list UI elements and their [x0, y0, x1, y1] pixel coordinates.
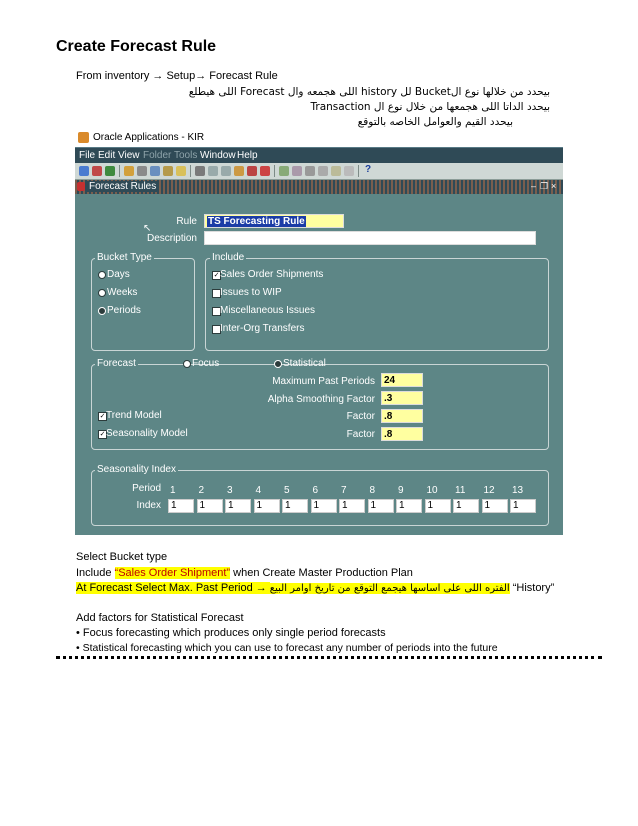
note-bullet-focus: • Focus forecasting which produces only single period forecasts — [76, 627, 386, 639]
index-field[interactable]: 1 — [396, 499, 422, 513]
period-number: 13 — [512, 485, 524, 496]
seasonality-index-group — [91, 470, 549, 526]
note-bullet-statistical: • Statistical forecasting which you can use to forecast any number of periods into the future — [76, 642, 498, 654]
navigation-path: From inventory → Setup→ Forecast Rule — [76, 70, 278, 82]
tools-icon[interactable] — [344, 166, 354, 176]
find-icon[interactable] — [92, 166, 102, 176]
arabic-note-3: بيحدد القيم والعوامل الخاصه بالتوقع — [357, 116, 513, 128]
index-field[interactable]: 1 — [168, 499, 194, 513]
print-icon[interactable] — [137, 166, 147, 176]
index-field[interactable]: 1 — [425, 499, 451, 513]
issues-to-wip-label: Issues to WIP — [220, 287, 282, 298]
menu-folder[interactable]: Folder — [143, 150, 172, 161]
index-field[interactable]: 1 — [197, 499, 223, 513]
form-icon — [77, 182, 85, 191]
form-title: Forecast Rules — [89, 181, 157, 192]
minimize-icon[interactable]: – — [531, 181, 537, 191]
note-add-factors: Add factors for Statistical Forecast — [76, 612, 244, 624]
menu-view[interactable]: View — [118, 150, 140, 161]
mouse-cursor-icon: ↖ — [143, 223, 152, 234]
seasonality-factor-label: Factor — [346, 429, 375, 440]
period-number: 1 — [170, 485, 176, 496]
period-number: 6 — [312, 485, 319, 496]
form-titlebar — [75, 180, 563, 194]
weeks-radio[interactable] — [98, 289, 106, 297]
description-label: Description — [146, 233, 197, 244]
periods-label: Periods — [107, 305, 141, 316]
window-titlebar — [75, 130, 563, 146]
trend-model-label: Trend Model — [106, 410, 162, 421]
note-include-highlight: “Sales Order Shipment” — [114, 567, 231, 579]
statistical-radio[interactable] — [274, 360, 282, 368]
rule-label: Rule — [176, 216, 197, 227]
save-icon[interactable] — [105, 166, 115, 176]
new-record-icon[interactable] — [234, 166, 244, 176]
focus-label: Focus — [192, 358, 220, 369]
sales-order-shipments-checkbox[interactable]: ✓ — [213, 272, 220, 279]
period-number: 2 — [198, 485, 205, 496]
note-include-prefix: Include — [76, 567, 115, 579]
description-field[interactable] — [204, 231, 536, 245]
attach-icon[interactable] — [163, 166, 173, 176]
paste-icon[interactable] — [221, 166, 231, 176]
arabic-note-2: بيحدد الداتا اللى هجمعها من خلال نوع ال Transaction — [310, 101, 550, 113]
translations-icon[interactable] — [305, 166, 315, 176]
trend-factor-field[interactable]: .8 — [381, 409, 423, 423]
miscellaneous-issues-label: Miscellaneous Issues — [220, 305, 316, 316]
maximize-icon[interactable]: ❐ — [540, 181, 549, 191]
toolbar — [75, 163, 563, 180]
menu-help[interactable]: Help — [237, 150, 258, 161]
forecast-rules-form — [75, 180, 563, 535]
close-form-icon[interactable] — [150, 166, 160, 176]
note-include-suffix: when Create Master Production Plan — [230, 567, 413, 579]
menu-tools[interactable]: Tools — [174, 150, 198, 161]
folder-icon[interactable] — [176, 166, 186, 176]
period-number: 7 — [341, 485, 347, 496]
period-number: 10 — [426, 485, 438, 496]
index-field[interactable]: 1 — [225, 499, 251, 513]
index-field[interactable]: 1 — [510, 499, 536, 513]
alpha-smoothing-label: Alpha Smoothing Factor — [267, 394, 375, 405]
index-label: Index — [136, 500, 161, 511]
include-title: Include — [212, 252, 245, 263]
delete-record-icon[interactable] — [247, 166, 257, 176]
note-max-period-arabic: الفتره اللى على اساسها هيجمع التوقع من تاريخ اوامر البيع — [269, 583, 510, 594]
index-field[interactable]: 1 — [368, 499, 394, 513]
note-include — [76, 567, 413, 579]
period-number: 12 — [483, 485, 495, 496]
dotted-divider — [56, 656, 602, 659]
navigator-icon[interactable] — [124, 166, 134, 176]
period-number: 4 — [255, 485, 262, 496]
trend-factor-label: Factor — [346, 411, 375, 422]
seasonality-model-checkbox[interactable]: ✓ — [99, 431, 106, 438]
trend-model-checkbox[interactable]: ✓ — [99, 413, 106, 420]
oracle-logo-icon — [78, 132, 89, 143]
periods-radio[interactable] — [98, 307, 106, 315]
folder-tools-icon[interactable] — [331, 166, 341, 176]
seasonality-factor-field[interactable]: .8 — [381, 427, 423, 441]
statistical-label: Statistical — [283, 358, 326, 369]
period-number: 3 — [227, 485, 233, 496]
note-max-period-highlight: At Forecast Select Max. Past Period → — [76, 582, 270, 594]
menu-edit[interactable]: Edit — [98, 150, 116, 161]
focus-radio[interactable] — [183, 360, 191, 368]
edit-field-icon[interactable] — [279, 166, 289, 176]
period-number: 5 — [284, 485, 290, 496]
note-select-bucket: Select Bucket type — [76, 551, 168, 563]
max-past-periods-field[interactable]: 24 — [381, 373, 423, 387]
alpha-smoothing-field[interactable]: .3 — [381, 391, 423, 405]
index-field[interactable]: 1 — [311, 499, 337, 513]
forecast-title: Forecast — [97, 358, 136, 369]
period-number: 11 — [455, 485, 466, 496]
help-icon[interactable]: ? — [365, 164, 372, 175]
oracle-window — [75, 130, 563, 535]
index-field[interactable]: 1 — [453, 499, 479, 513]
period-label: Period — [132, 483, 161, 494]
index-field[interactable]: 1 — [254, 499, 280, 513]
attachments-icon[interactable] — [318, 166, 328, 176]
zoom-icon[interactable] — [292, 166, 302, 176]
period-number: 8 — [369, 485, 376, 496]
rule-field[interactable]: TS Forecasting Rule — [204, 214, 344, 228]
weeks-label: Weeks — [107, 287, 138, 298]
page-title: Create Forecast Rule — [56, 38, 217, 55]
bucket-type-title: Bucket Type — [97, 252, 152, 263]
seasonality-index-title: Seasonality Index — [97, 464, 176, 475]
sales-order-shipments-label: Sales Order Shipments — [220, 269, 324, 280]
index-field[interactable]: 1 — [282, 499, 308, 513]
menu-file[interactable]: File — [79, 150, 96, 161]
new-icon[interactable] — [79, 166, 89, 176]
note-max-period-suffix: “History” — [509, 582, 555, 594]
menu-window[interactable]: Window — [200, 150, 236, 161]
days-label: Days — [107, 269, 130, 280]
inter-org-transfers-label: Inter-Org Transfers — [220, 323, 305, 334]
cut-icon[interactable] — [195, 166, 205, 176]
close-icon[interactable]: × — [551, 181, 557, 191]
seasonality-model-label: Seasonality Model — [106, 428, 188, 439]
note-max-period — [76, 582, 554, 594]
max-past-periods-label: Maximum Past Periods — [272, 376, 375, 387]
clear-record-icon[interactable] — [260, 166, 270, 176]
copy-icon[interactable] — [208, 166, 218, 176]
period-number: 9 — [398, 485, 404, 496]
days-radio[interactable] — [98, 271, 106, 279]
menu-bar — [75, 147, 563, 164]
arabic-note-1: بيحدد من خلالها نوع الBucket لل history اللى هجمعه وال Forecast اللى هيطلع — [188, 86, 550, 98]
window-title: Oracle Applications - KIR — [93, 132, 205, 143]
index-field[interactable]: 1 — [339, 499, 365, 513]
index-field[interactable]: 1 — [482, 499, 508, 513]
